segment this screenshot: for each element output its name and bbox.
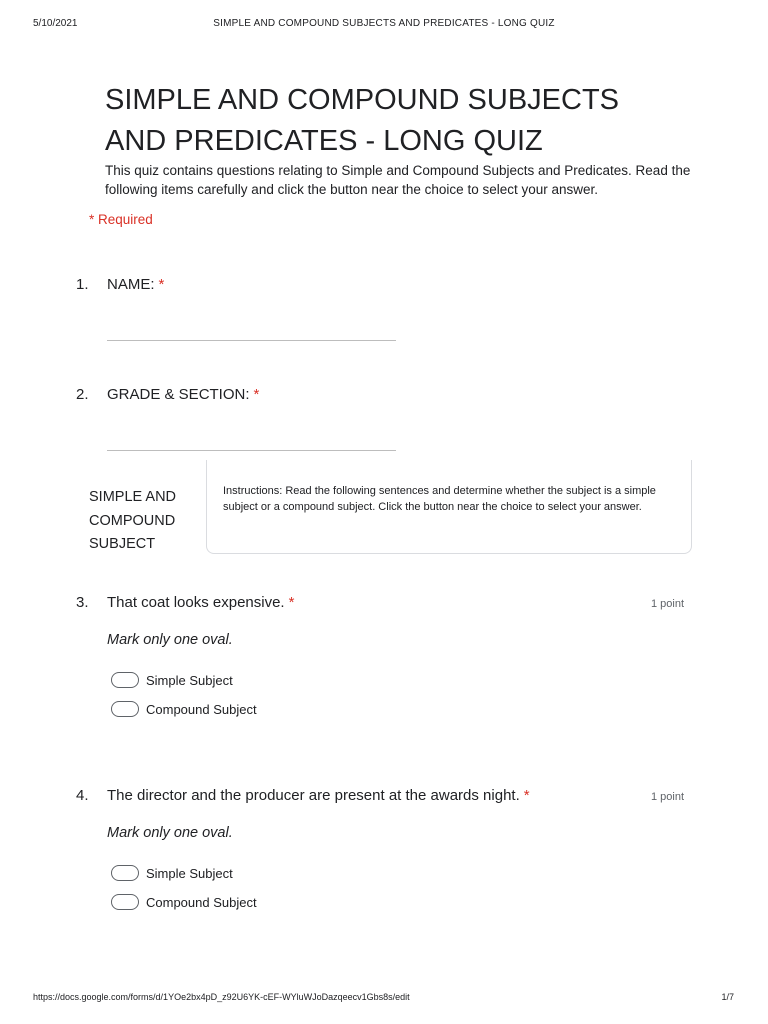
print-date: 5/10/2021: [33, 18, 78, 29]
question-3-text: That coat looks expensive.: [107, 594, 285, 611]
question-3-option-simple[interactable]: [111, 671, 233, 689]
radio-oval[interactable]: [111, 865, 139, 881]
question-3-label: [107, 594, 294, 611]
form-title: SIMPLE AND COMPOUND SUBJECTS AND PREDICATES - LONG QUIZ: [105, 84, 620, 157]
question-3-option-compound[interactable]: [111, 700, 257, 718]
question-4-option-compound[interactable]: [111, 893, 257, 911]
question-3-number: 3.: [76, 594, 89, 611]
option-label: Compound Subject: [146, 894, 257, 910]
question-3-points: 1 point: [650, 598, 684, 610]
required-star: *: [158, 276, 165, 293]
required-star: *: [523, 787, 530, 804]
required-star: *: [253, 386, 260, 403]
section-description: Instructions: Read the following sentences and determine whether the subject is a simple subject or a compound subject. Click the button near the choice to select your answer.: [223, 485, 656, 513]
page-number: 1/7: [721, 992, 734, 1002]
grade-section-input[interactable]: [107, 450, 396, 451]
required-note: * Required: [89, 212, 153, 227]
name-input[interactable]: [107, 340, 396, 341]
question-2-text: GRADE & SECTION:: [107, 386, 250, 403]
question-4-instruction: Mark only one oval.: [107, 825, 233, 841]
print-title: SIMPLE AND COMPOUND SUBJECTS AND PREDICATES - LONG QUIZ: [213, 18, 555, 29]
print-url: https://docs.google.com/forms/d/1YOe2bx4pD_z92U6YK-cEF-WYluWJoDazqeecv1Gbs8s/edit: [33, 992, 410, 1002]
print-header: [0, 18, 768, 32]
question-4-points: 1 point: [650, 791, 684, 803]
question-1-label: [107, 276, 164, 293]
question-4-number: 4.: [76, 787, 89, 804]
question-2-number: 2.: [76, 386, 89, 403]
question-4-label: [107, 787, 530, 804]
form-description: This quiz contains questions relating to Simple and Compound Subjects and Predicates. Read the following items carefully and click the button near the choice to select your answer.: [105, 163, 691, 197]
section-title: SIMPLE AND COMPOUND SUBJECT: [89, 489, 177, 552]
question-2-label: [107, 386, 259, 403]
required-star: *: [288, 594, 295, 611]
question-4-option-simple[interactable]: [111, 864, 233, 882]
option-label: Simple Subject: [146, 865, 233, 881]
option-label: Compound Subject: [146, 701, 257, 717]
radio-oval[interactable]: [111, 672, 139, 688]
radio-oval[interactable]: [111, 894, 139, 910]
question-4-text: The director and the producer are present at the awards night.: [107, 787, 520, 804]
section-description-box: [206, 460, 692, 554]
question-1-number: 1.: [76, 276, 89, 293]
option-label: Simple Subject: [146, 672, 233, 688]
question-1-text: NAME:: [107, 276, 155, 293]
question-3-instruction: Mark only one oval.: [107, 632, 233, 648]
radio-oval[interactable]: [111, 701, 139, 717]
